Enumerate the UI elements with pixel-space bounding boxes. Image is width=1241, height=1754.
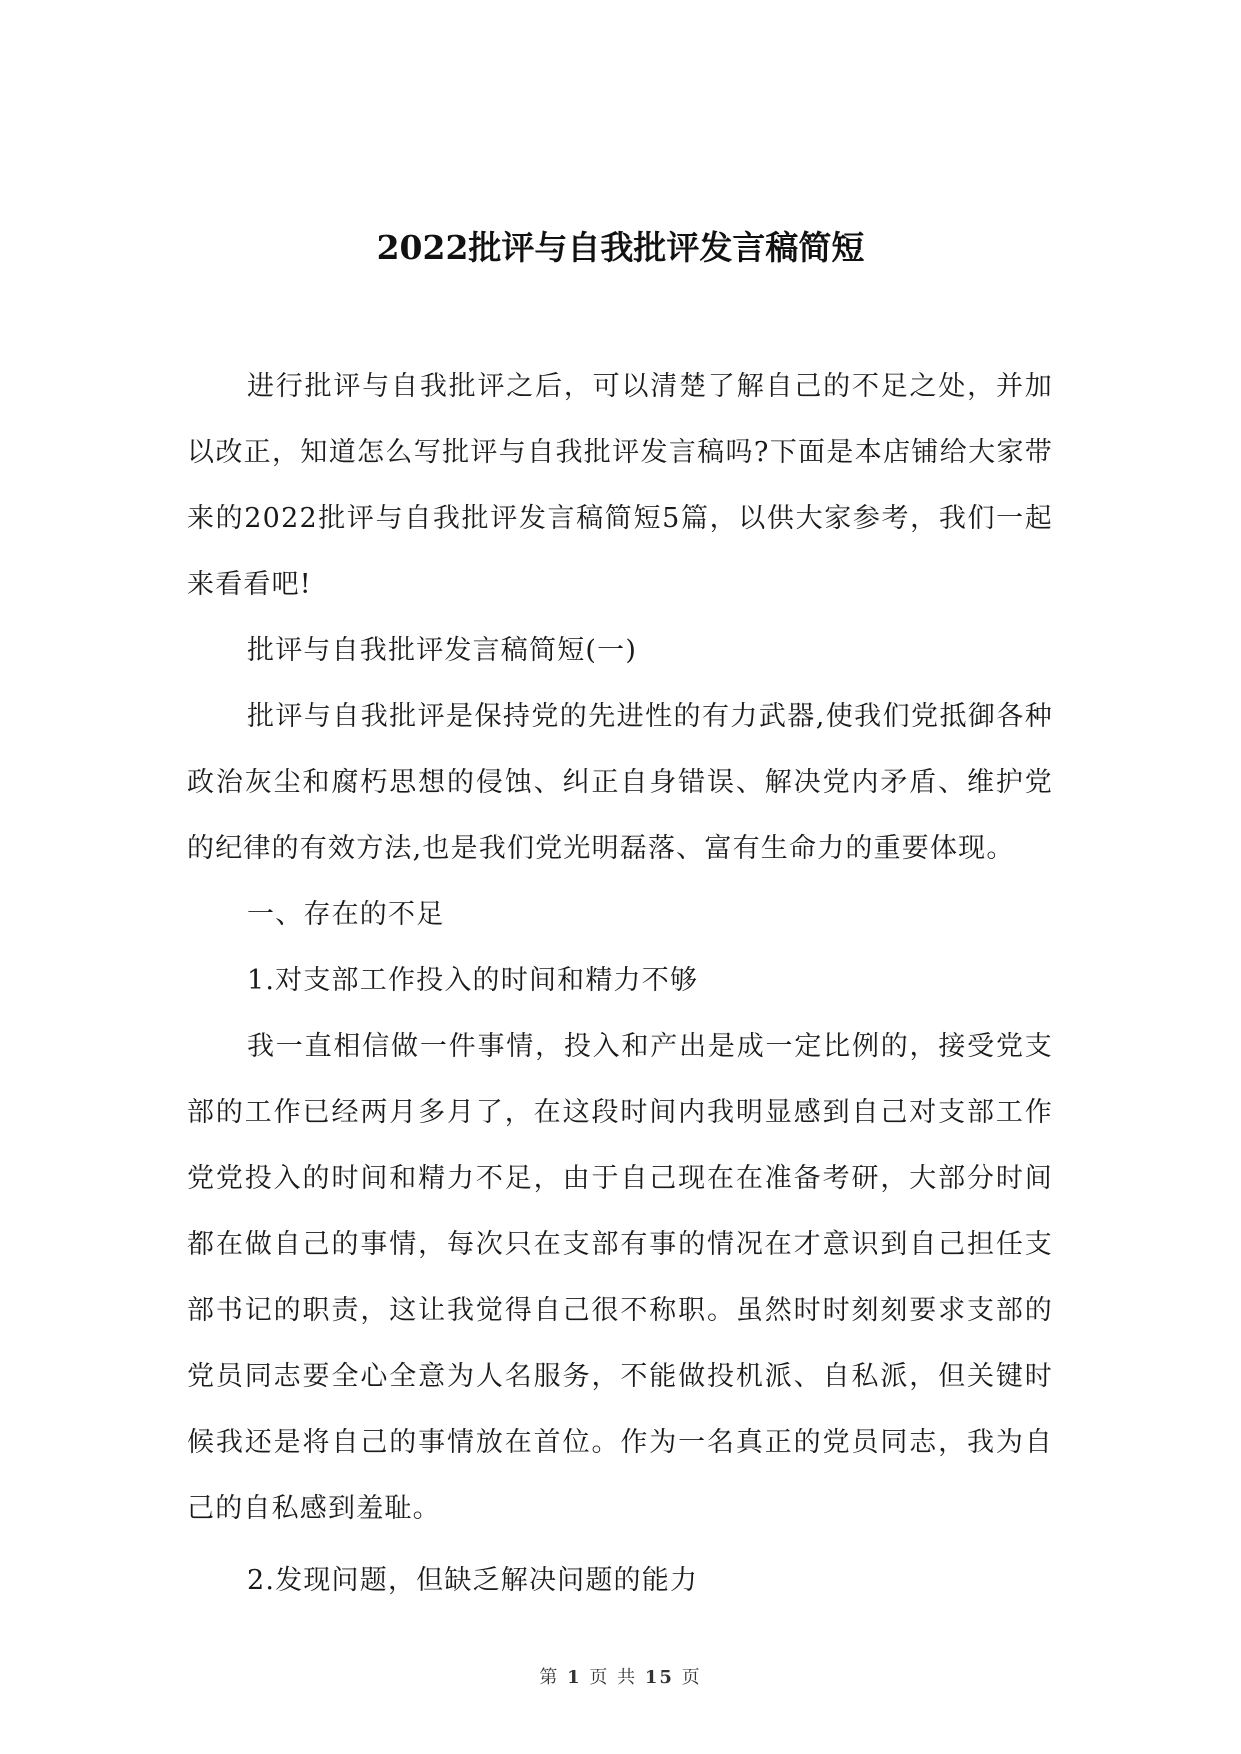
page-total: 15: [644, 1667, 674, 1688]
intro-paragraph: 进行批评与自我批评之后，可以清楚了解自己的不足之处，并加以改正，知道怎么写批评与自我批评发言稿吗?下面是本店铺给大家带来的2022批评与自我批评发言稿简短5篇，以供大家参考，我们一起来看看吧!: [187, 371, 1053, 600]
list-item-heading: 1.对支部工作投入的时间和精力不够: [247, 965, 699, 996]
document-body: [187, 354, 1053, 1614]
section-heading: 批评与自我批评发言稿简短(一): [247, 635, 638, 666]
page-footer: [0, 1663, 1241, 1689]
footer-suffix: 页: [681, 1667, 702, 1688]
footer-middle: 页 共: [589, 1667, 638, 1688]
page-number: 1: [567, 1667, 582, 1688]
body-paragraph: 批评与自我批评是保持党的先进性的有力武器,使我们党抵御各种政治灰尘和腐朽思想的侵蚀、纠正自身错误、解决党内矛盾、维护党的纪律的有效方法,也是我们党光明磊落、富有生命力的重要体现。: [187, 701, 1053, 864]
footer-prefix: 第: [539, 1667, 560, 1688]
body-paragraph: 我一直相信做一件事情，投入和产出是成一定比例的，接受党支部的工作已经两月多月了，在这段时间内我明显感到自己对支部工作党党投入的时间和精力不足，由于自己现在在准备考研，大部分时间都在做自己的事情，每次只在支部有事的情况在才意识到自己担任支部书记的职责，这让我觉得自己很不称职。虽然时时刻刻要求支部的党员同志要全心全意为人名服务，不能做投机派、自私派，但关键时候我还是将自己的事情放在首位。作为一名真正的党员同志，我为自己的自私感到羞耻。: [187, 1031, 1053, 1524]
subsection-heading: 一、存在的不足: [247, 899, 445, 930]
document-title: 2022批评与自我批评发言稿简短: [376, 228, 865, 267]
list-item-heading: 2.发现问题，但缺乏解决问题的能力: [247, 1565, 699, 1596]
